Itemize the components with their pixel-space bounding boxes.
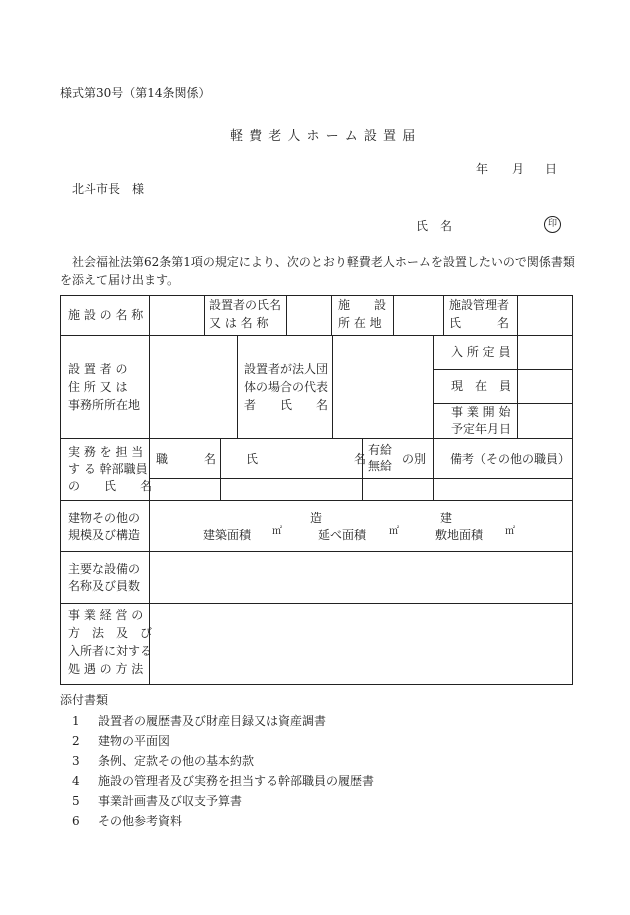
list-item-number: 5 bbox=[72, 794, 80, 808]
list-item bbox=[72, 712, 326, 729]
label-founder-name-l2: 又 は 名 称 bbox=[209, 316, 269, 330]
column-notes: 備考（その他の職員） bbox=[450, 452, 571, 466]
label-representative-l2: 体の場合の代表 bbox=[244, 380, 329, 394]
date-day-label: 日 bbox=[545, 162, 558, 176]
label-building-area: 建築面積 bbox=[203, 528, 252, 542]
label-founder-address-l2: 住 所 又 は bbox=[68, 380, 128, 394]
list-item-text: 建物の平面図 bbox=[98, 734, 171, 748]
table-line bbox=[60, 295, 61, 685]
addressee: 北斗市長 様 bbox=[72, 182, 145, 196]
building-structure-ken: 建 bbox=[440, 511, 453, 525]
document-title: 軽 費 老 人 ホ ー ム 設 置 届 bbox=[230, 129, 417, 144]
table-line bbox=[60, 603, 573, 604]
label-founder-address-l3: 事務所所在地 bbox=[68, 398, 141, 412]
form-number: 様式第30号（第14条関係） bbox=[60, 86, 211, 100]
label-equipment-l2: 名称及び員数 bbox=[68, 579, 141, 593]
table-line bbox=[60, 684, 573, 685]
column-paid-l1: 有給 bbox=[368, 443, 393, 457]
label-operations-l3: 入所者に対する bbox=[68, 644, 153, 658]
table-line bbox=[237, 335, 238, 438]
table-line bbox=[517, 335, 518, 438]
label-facility-location-l1: 施 設 bbox=[338, 298, 387, 312]
date-month-label: 月 bbox=[512, 162, 525, 176]
building-structure-zo: 造 bbox=[310, 511, 323, 525]
label-operations-l4: 処 遇 の 方 法 bbox=[68, 662, 144, 676]
column-position: 職 名 bbox=[156, 452, 217, 466]
body-text-line2: を添えて届け出ます。 bbox=[60, 273, 180, 287]
list-item-text: その他参考資料 bbox=[98, 814, 183, 828]
table-line bbox=[433, 369, 573, 370]
table-line bbox=[443, 295, 444, 335]
column-paid-l2: 無給 bbox=[368, 459, 393, 473]
column-paid-suffix: の別 bbox=[402, 452, 427, 466]
table-line bbox=[517, 295, 518, 335]
label-facility-location-l2: 所 在 地 bbox=[338, 316, 382, 330]
label-staff-l2: す る 幹部職員 bbox=[68, 462, 148, 476]
label-staff-l1: 実 務 を 担 当 bbox=[68, 445, 144, 459]
table-line bbox=[331, 295, 332, 335]
table-line bbox=[60, 335, 573, 336]
table-line bbox=[60, 551, 573, 552]
label-representative-l1: 設置者が法人団 bbox=[244, 362, 329, 376]
list-item-number: 6 bbox=[72, 814, 80, 828]
attachments-heading: 添付書類 bbox=[60, 693, 109, 707]
body-text-line1: 社会福祉法第62条第1項の規定により、次のとおり軽費老人ホームを設置したいので関係書類 bbox=[72, 255, 575, 269]
label-equipment-l1: 主要な設備の bbox=[68, 562, 141, 576]
list-item-number: 4 bbox=[72, 774, 80, 788]
table-line bbox=[60, 500, 573, 501]
table-line bbox=[149, 478, 573, 479]
table-line bbox=[286, 295, 287, 335]
label-founder-address-l1: 設 置 者 の bbox=[68, 362, 128, 376]
label-manager-l2: 氏 名 bbox=[449, 316, 510, 330]
table-line bbox=[433, 335, 434, 438]
name-label: 氏 名 bbox=[416, 219, 453, 233]
unit-sqm: ㎡ bbox=[272, 526, 282, 537]
unit-sqm: ㎡ bbox=[505, 526, 515, 537]
label-founder-name-l1: 設置者の氏名 bbox=[209, 298, 282, 312]
label-facility-name: 施 設 の 名 称 bbox=[68, 308, 144, 322]
table-line bbox=[572, 295, 573, 685]
label-manager-l1: 施設管理者 bbox=[449, 298, 510, 312]
label-start-date-l2: 予定年月日 bbox=[451, 422, 512, 436]
column-name: 氏 名 bbox=[246, 452, 367, 466]
list-item-text: 施設の管理者及び実務を担当する幹部職員の履歴書 bbox=[98, 774, 375, 788]
unit-sqm: ㎡ bbox=[389, 526, 399, 537]
label-capacity: 入 所 定 員 bbox=[451, 345, 511, 359]
label-site-area: 敷地面積 bbox=[435, 528, 484, 542]
label-operations-l2: 方 法 及 び bbox=[68, 626, 153, 640]
label-operations-l1: 事 業 経 営 の bbox=[68, 608, 144, 622]
list-item bbox=[72, 732, 170, 749]
list-item-number: 1 bbox=[72, 714, 80, 728]
seal-mark-icon: 印 bbox=[544, 216, 561, 233]
label-current-residents: 現 在 員 bbox=[451, 379, 512, 393]
label-floor-area: 延べ面積 bbox=[318, 528, 367, 542]
table-line bbox=[433, 438, 434, 500]
list-item-text: 事業計画書及び収支予算書 bbox=[98, 794, 243, 808]
list-item bbox=[72, 752, 254, 769]
list-item-number: 2 bbox=[72, 734, 80, 748]
table-line bbox=[393, 295, 394, 335]
table-line bbox=[332, 335, 333, 438]
list-item bbox=[72, 772, 374, 789]
list-item bbox=[72, 792, 242, 809]
table-line bbox=[204, 295, 205, 335]
label-building-l2: 規模及び構造 bbox=[68, 528, 141, 542]
list-item-text: 条例、定款その他の基本約款 bbox=[98, 754, 255, 768]
label-building-l1: 建物その他の bbox=[68, 511, 141, 525]
label-staff-l3: の 氏 名 bbox=[68, 479, 153, 493]
table-line bbox=[60, 295, 573, 296]
table-line bbox=[362, 438, 363, 500]
list-item-number: 3 bbox=[72, 754, 80, 768]
table-line bbox=[220, 438, 221, 500]
list-item bbox=[72, 812, 182, 829]
date-year-label: 年 bbox=[476, 162, 489, 176]
list-item-text: 設置者の履歴書及び財産目録又は資産調書 bbox=[98, 714, 327, 728]
label-start-date-l1: 事 業 開 始 bbox=[451, 405, 511, 419]
label-representative-l3: 者 氏 名 bbox=[244, 398, 329, 412]
